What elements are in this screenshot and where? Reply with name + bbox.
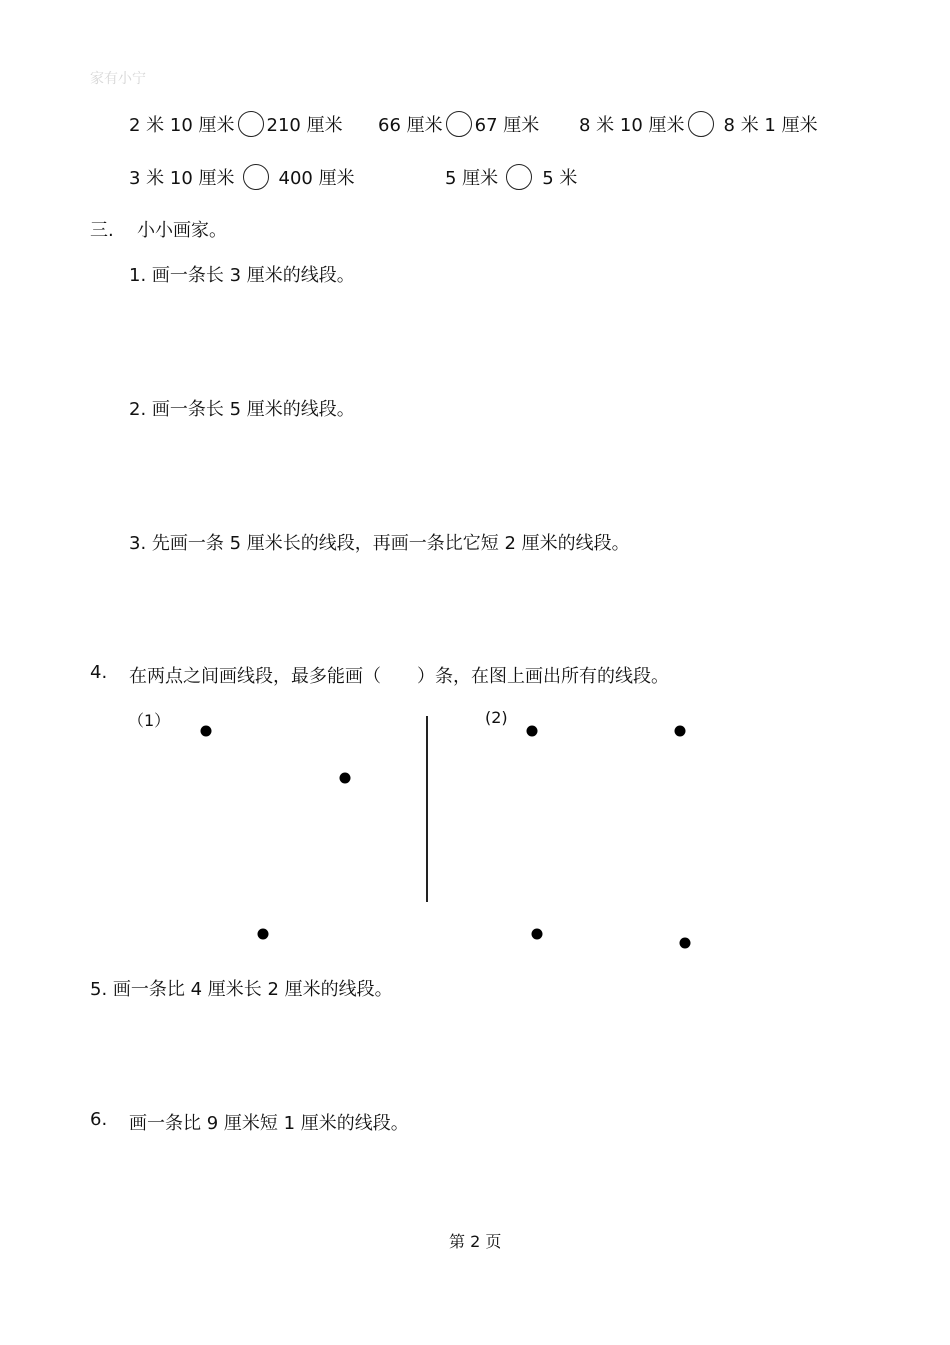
compare-right: 400 厘米 [278,168,355,189]
compare-left: 66 厘米 [378,115,443,136]
compare-item-3 [579,111,818,137]
question-5: 5. 画一条比 4 厘米长 2 厘米的线段。 [90,979,393,1000]
page-number: 第 2 页 [449,1232,502,1251]
point-dot [258,929,269,940]
question-4-text-after: ）条，在图上画出所有的线段。 [417,666,669,687]
section-number: 三. [90,220,114,241]
point-dot [532,929,543,940]
compare-item-5 [445,164,577,190]
compare-right: 210 厘米 [266,115,343,136]
point-dot [680,938,691,949]
compare-left: 8 米 10 厘米 [579,115,685,136]
figure-label-2: (2) [485,708,508,727]
answer-circle[interactable] [446,111,472,137]
answer-circle[interactable] [506,164,532,190]
question-4 [129,662,669,688]
answer-circle[interactable] [243,164,269,190]
figure-divider [426,716,428,902]
point-dot [675,726,686,737]
compare-item-1 [129,111,343,137]
question-3: 3. 先画一条 5 厘米长的线段，再画一条比它短 2 厘米的线段。 [129,533,630,554]
point-dot [201,726,212,737]
compare-item-4 [129,164,355,190]
compare-left: 5 厘米 [445,168,499,189]
question-4-text-before: 在两点之间画线段，最多能画（ [129,666,381,687]
compare-right: 5 米 [542,168,578,189]
compare-left: 2 米 10 厘米 [129,115,235,136]
question-6-number: 6. [90,1109,108,1130]
point-dot [340,773,351,784]
compare-item-2 [378,111,539,137]
question-4-number: 4. [90,662,108,683]
answer-circle[interactable] [238,111,264,137]
question-2: 2. 画一条长 5 厘米的线段。 [129,399,355,420]
figure-label-1: （1） [128,711,171,730]
question-6: 画一条比 9 厘米短 1 厘米的线段。 [129,1113,409,1134]
section-title: 小小画家。 [137,220,227,241]
compare-left: 3 米 10 厘米 [129,168,235,189]
compare-right: 8 米 1 厘米 [723,115,818,136]
answer-circle[interactable] [688,111,714,137]
point-dot [527,726,538,737]
question-1: 1. 画一条长 3 厘米的线段。 [129,265,355,286]
watermark: 家有小宁 [90,71,146,87]
compare-right: 67 厘米 [474,115,540,136]
